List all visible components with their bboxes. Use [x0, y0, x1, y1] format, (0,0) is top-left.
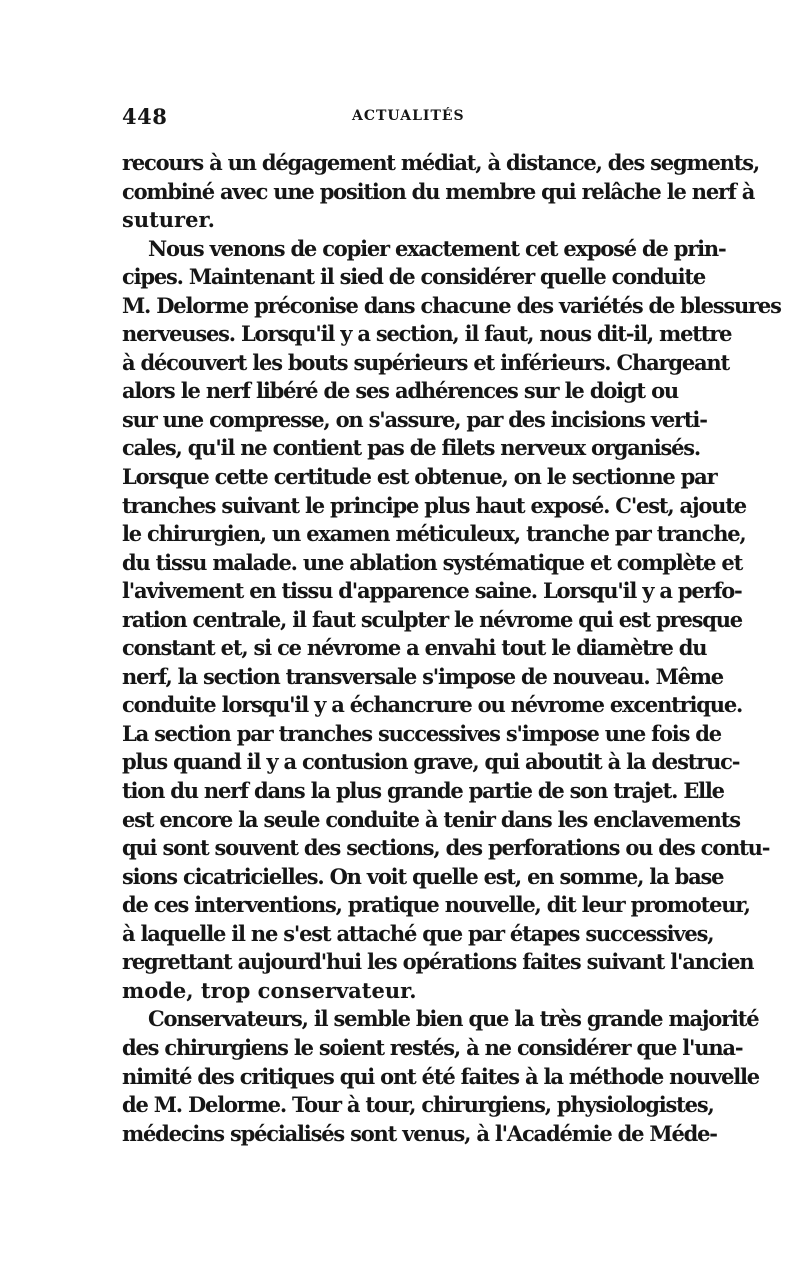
text-line: M. Delorme préconise dans chacune des variétés de blessures — [122, 292, 781, 318]
text-line: recours à un dégagement médiat, à distance, des segments, — [122, 150, 759, 175]
running-head: ACTUALITÉS — [352, 108, 465, 124]
text-line: ration centrale, il faut sculpter le névrome qui est presque — [122, 606, 742, 632]
text-line: constant et, si ce névrome a envahi tout le diamètre du — [122, 635, 707, 661]
text-line: sur une compresse, on s'assure, par des incisions verti- — [122, 406, 707, 432]
text-line: est encore la seule conduite à tenir dans les enclavements — [122, 806, 740, 832]
text-line: nerveuses. Lorsqu'il y a section, il faut, nous dit-il, mettre — [122, 321, 732, 347]
text-line: à laquelle il ne s'est attaché que par étapes successives, — [122, 920, 714, 946]
text-line: alors le nerf libéré de ses adhérences sur le doigt ou — [122, 378, 678, 404]
text-line: mode, trop conservateur. — [122, 977, 417, 1003]
text-line: médecins spécialisés sont venus, à l'Académie de Méde- — [122, 1120, 717, 1146]
text-line: Conservateurs, il semble bien que la très grande majorité — [148, 1006, 759, 1032]
page-number: 448 — [122, 104, 168, 129]
text-line: Nous venons de copier exactement cet exposé de prin- — [148, 235, 726, 261]
text-line: La section par tranches successives s'impose une fois de — [122, 720, 721, 746]
text-line: Lorsque cette certitude est obtenue, on le sectionne par — [122, 464, 717, 490]
text-line: de M. Delorme. Tour à tour, chirurgiens, physiologistes, — [122, 1092, 714, 1118]
text-line: qui sont souvent des sections, des perforations ou des contu- — [122, 835, 770, 861]
text-line: nimité des critiques qui ont été faites à la méthode nouvelle — [122, 1063, 759, 1089]
text-line: plus quand il y a contusion grave, qui aboutit à la destruc- — [122, 749, 740, 775]
text-line: de ces interventions, pratique nouvelle, dit leur promoteur, — [122, 892, 750, 918]
text-line: suturer. — [122, 207, 215, 233]
text-line: regrettant aujourd'hui les opérations faites suivant l'ancien — [122, 949, 754, 975]
text-line: l'avivement en tissu d'apparence saine. Lorsqu'il y a perfo- — [122, 578, 742, 604]
text-line: cales, qu'il ne contient pas de filets nerveux organisés. — [122, 435, 700, 461]
text-line: conduite lorsqu'il y a échancrure ou névrome excentrique. — [122, 692, 743, 718]
text-line: combiné avec une position du membre qui relâche le nerf à — [122, 178, 755, 204]
text-line: à découvert les bouts supérieurs et inférieurs. Chargeant — [122, 349, 729, 375]
text-line: tion du nerf dans la plus grande partie de son trajet. Elle — [122, 778, 724, 804]
body-text — [122, 149, 781, 1148]
text-line: cipes. Maintenant il sied de considérer quelle conduite — [122, 264, 706, 290]
page-header — [122, 104, 682, 134]
text-line: tranches suivant le principe plus haut exposé. C'est, ajoute — [122, 492, 746, 518]
text-line: le chirurgien, un examen méticuleux, tranche par tranche, — [122, 521, 746, 547]
text-line: sions cicatricielles. On voit quelle est, en somme, la base — [122, 863, 724, 889]
text-line: nerf, la section transversale s'impose de nouveau. Même — [122, 663, 723, 689]
text-line: des chirurgiens le soient restés, à ne considérer que l'una- — [122, 1034, 743, 1060]
text-line: du tissu malade. une ablation systématique et complète et — [122, 549, 743, 575]
